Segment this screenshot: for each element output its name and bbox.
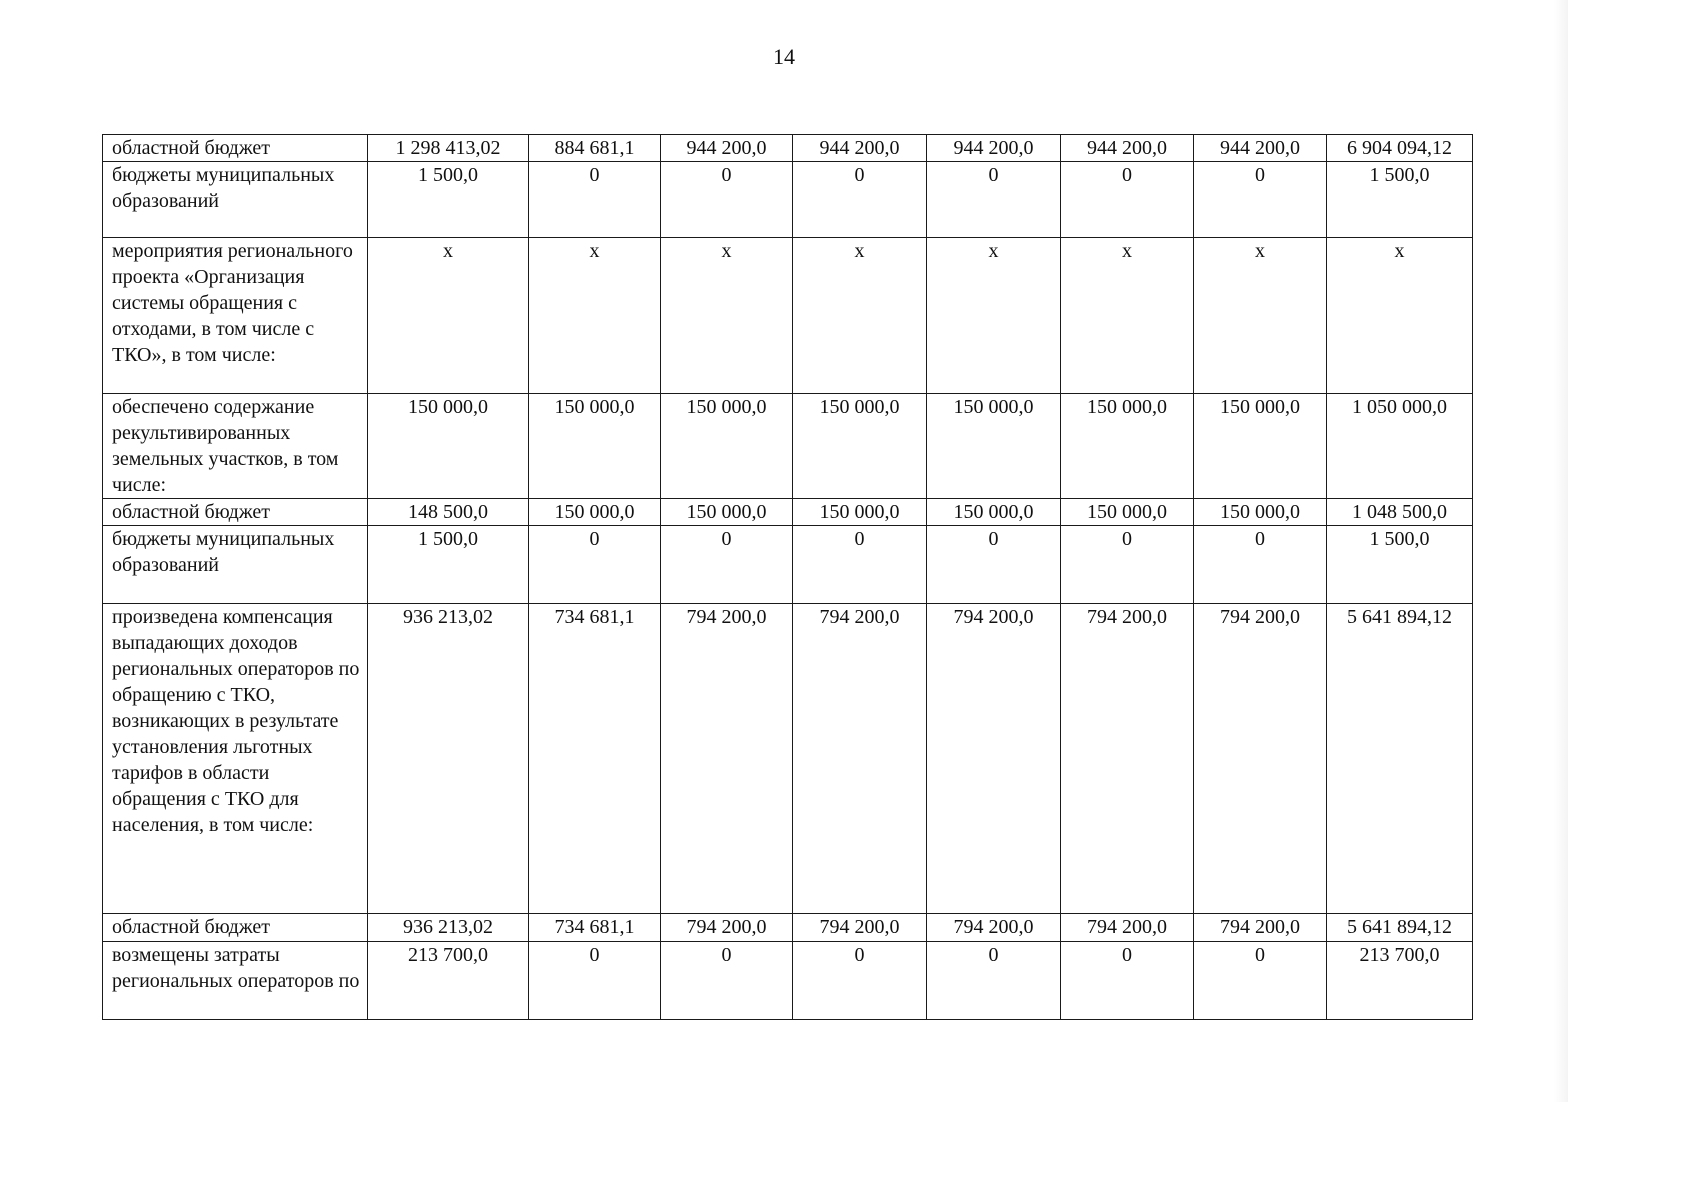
table-cell: 0	[793, 526, 927, 604]
table-cell: 148 500,0	[368, 499, 529, 526]
table-cell: 794 200,0	[927, 914, 1061, 942]
table-cell: 0	[529, 942, 661, 1020]
table-cell: 794 200,0	[1061, 604, 1194, 914]
table-row	[103, 162, 1473, 238]
table-cell: 150 000,0	[529, 394, 661, 499]
table-cell: 944 200,0	[927, 135, 1061, 162]
table-cell: 150 000,0	[1061, 499, 1194, 526]
table-cell: 0	[793, 942, 927, 1020]
table-cell: 0	[529, 162, 661, 238]
table-cell: 936 213,02	[368, 914, 529, 942]
row-label: бюджеты муниципальных образований	[103, 162, 368, 238]
table-cell: 794 200,0	[1061, 914, 1194, 942]
table-cell: 150 000,0	[927, 394, 1061, 499]
table-row	[103, 942, 1473, 1020]
table-cell: 944 200,0	[793, 135, 927, 162]
table-row	[103, 135, 1473, 162]
table-cell: 794 200,0	[927, 604, 1061, 914]
table-cell: 944 200,0	[661, 135, 793, 162]
budget-table	[102, 134, 1473, 1020]
table-cell: x	[793, 238, 927, 394]
table-cell-total: 1 050 000,0	[1327, 394, 1473, 499]
table-row	[103, 238, 1473, 394]
table-cell: x	[368, 238, 529, 394]
table-cell: 794 200,0	[1194, 914, 1327, 942]
table-cell: 944 200,0	[1061, 135, 1194, 162]
table-cell: 150 000,0	[661, 394, 793, 499]
table-cell: 794 200,0	[793, 604, 927, 914]
table-cell: x	[529, 238, 661, 394]
table-cell: 0	[1194, 162, 1327, 238]
table-cell-total: 1 500,0	[1327, 162, 1473, 238]
table-cell: 0	[1061, 942, 1194, 1020]
scan-edge	[1554, 0, 1568, 1102]
table-cell: 794 200,0	[793, 914, 927, 942]
table-cell: 1 500,0	[368, 526, 529, 604]
row-label: возмещены затраты региональных операторов по	[103, 942, 368, 1020]
table-cell: 150 000,0	[927, 499, 1061, 526]
table-cell: 0	[661, 526, 793, 604]
table-cell: 0	[927, 526, 1061, 604]
table-cell: 0	[1194, 526, 1327, 604]
table-cell: 0	[793, 162, 927, 238]
table-row	[103, 604, 1473, 914]
table-cell: 734 681,1	[529, 604, 661, 914]
table-cell: 150 000,0	[368, 394, 529, 499]
table-cell: 0	[927, 942, 1061, 1020]
table-row	[103, 526, 1473, 604]
table-cell: 0	[1061, 526, 1194, 604]
table-cell: 1 298 413,02	[368, 135, 529, 162]
table-cell: 884 681,1	[529, 135, 661, 162]
row-label: областной бюджет	[103, 135, 368, 162]
table-cell-total: 1 048 500,0	[1327, 499, 1473, 526]
table-cell: 0	[1194, 942, 1327, 1020]
row-label: произведена компенсация выпадающих доходов региональных операторов по обращению с ТКО, возникающих в результате установления льготных тарифов в области обращения с ТКО для населения, в том числе:	[103, 604, 368, 914]
table-cell: 0	[1061, 162, 1194, 238]
table-cell: 794 200,0	[661, 914, 793, 942]
table-cell: 150 000,0	[793, 499, 927, 526]
table-cell: x	[1061, 238, 1194, 394]
table-cell: 794 200,0	[661, 604, 793, 914]
row-label: мероприятия регионального проекта «Организация системы обращения с отходами, в том числе с ТКО», в том числе:	[103, 238, 368, 394]
table-cell: 150 000,0	[1061, 394, 1194, 499]
table-cell: 213 700,0	[368, 942, 529, 1020]
table-cell: 1 500,0	[368, 162, 529, 238]
table-cell-total: x	[1327, 238, 1473, 394]
table-cell-total: 1 500,0	[1327, 526, 1473, 604]
table-row	[103, 499, 1473, 526]
table-cell: 734 681,1	[529, 914, 661, 942]
table-cell: 150 000,0	[793, 394, 927, 499]
table-cell: 0	[661, 162, 793, 238]
table-cell: 936 213,02	[368, 604, 529, 914]
table-cell: 0	[661, 942, 793, 1020]
row-label: бюджеты муниципальных образований	[103, 526, 368, 604]
table-row	[103, 394, 1473, 499]
table-cell: 0	[529, 526, 661, 604]
table-cell: 794 200,0	[1194, 604, 1327, 914]
table-cell: 0	[927, 162, 1061, 238]
row-label: обеспечено содержание рекультивированных земельных участков, в том числе:	[103, 394, 368, 499]
page-number: 14	[773, 44, 795, 69]
table-cell-total: 5 641 894,12	[1327, 914, 1473, 942]
table-row	[103, 914, 1473, 942]
table-cell-total: 213 700,0	[1327, 942, 1473, 1020]
table-cell: x	[1194, 238, 1327, 394]
table-cell: 150 000,0	[1194, 499, 1327, 526]
table-cell: x	[661, 238, 793, 394]
table-cell-total: 6 904 094,12	[1327, 135, 1473, 162]
table-cell-total: 5 641 894,12	[1327, 604, 1473, 914]
row-label: областной бюджет	[103, 914, 368, 942]
table-cell: 150 000,0	[661, 499, 793, 526]
table-cell: x	[927, 238, 1061, 394]
table-cell: 944 200,0	[1194, 135, 1327, 162]
table-cell: 150 000,0	[529, 499, 661, 526]
row-label: областной бюджет	[103, 499, 368, 526]
table-cell: 150 000,0	[1194, 394, 1327, 499]
